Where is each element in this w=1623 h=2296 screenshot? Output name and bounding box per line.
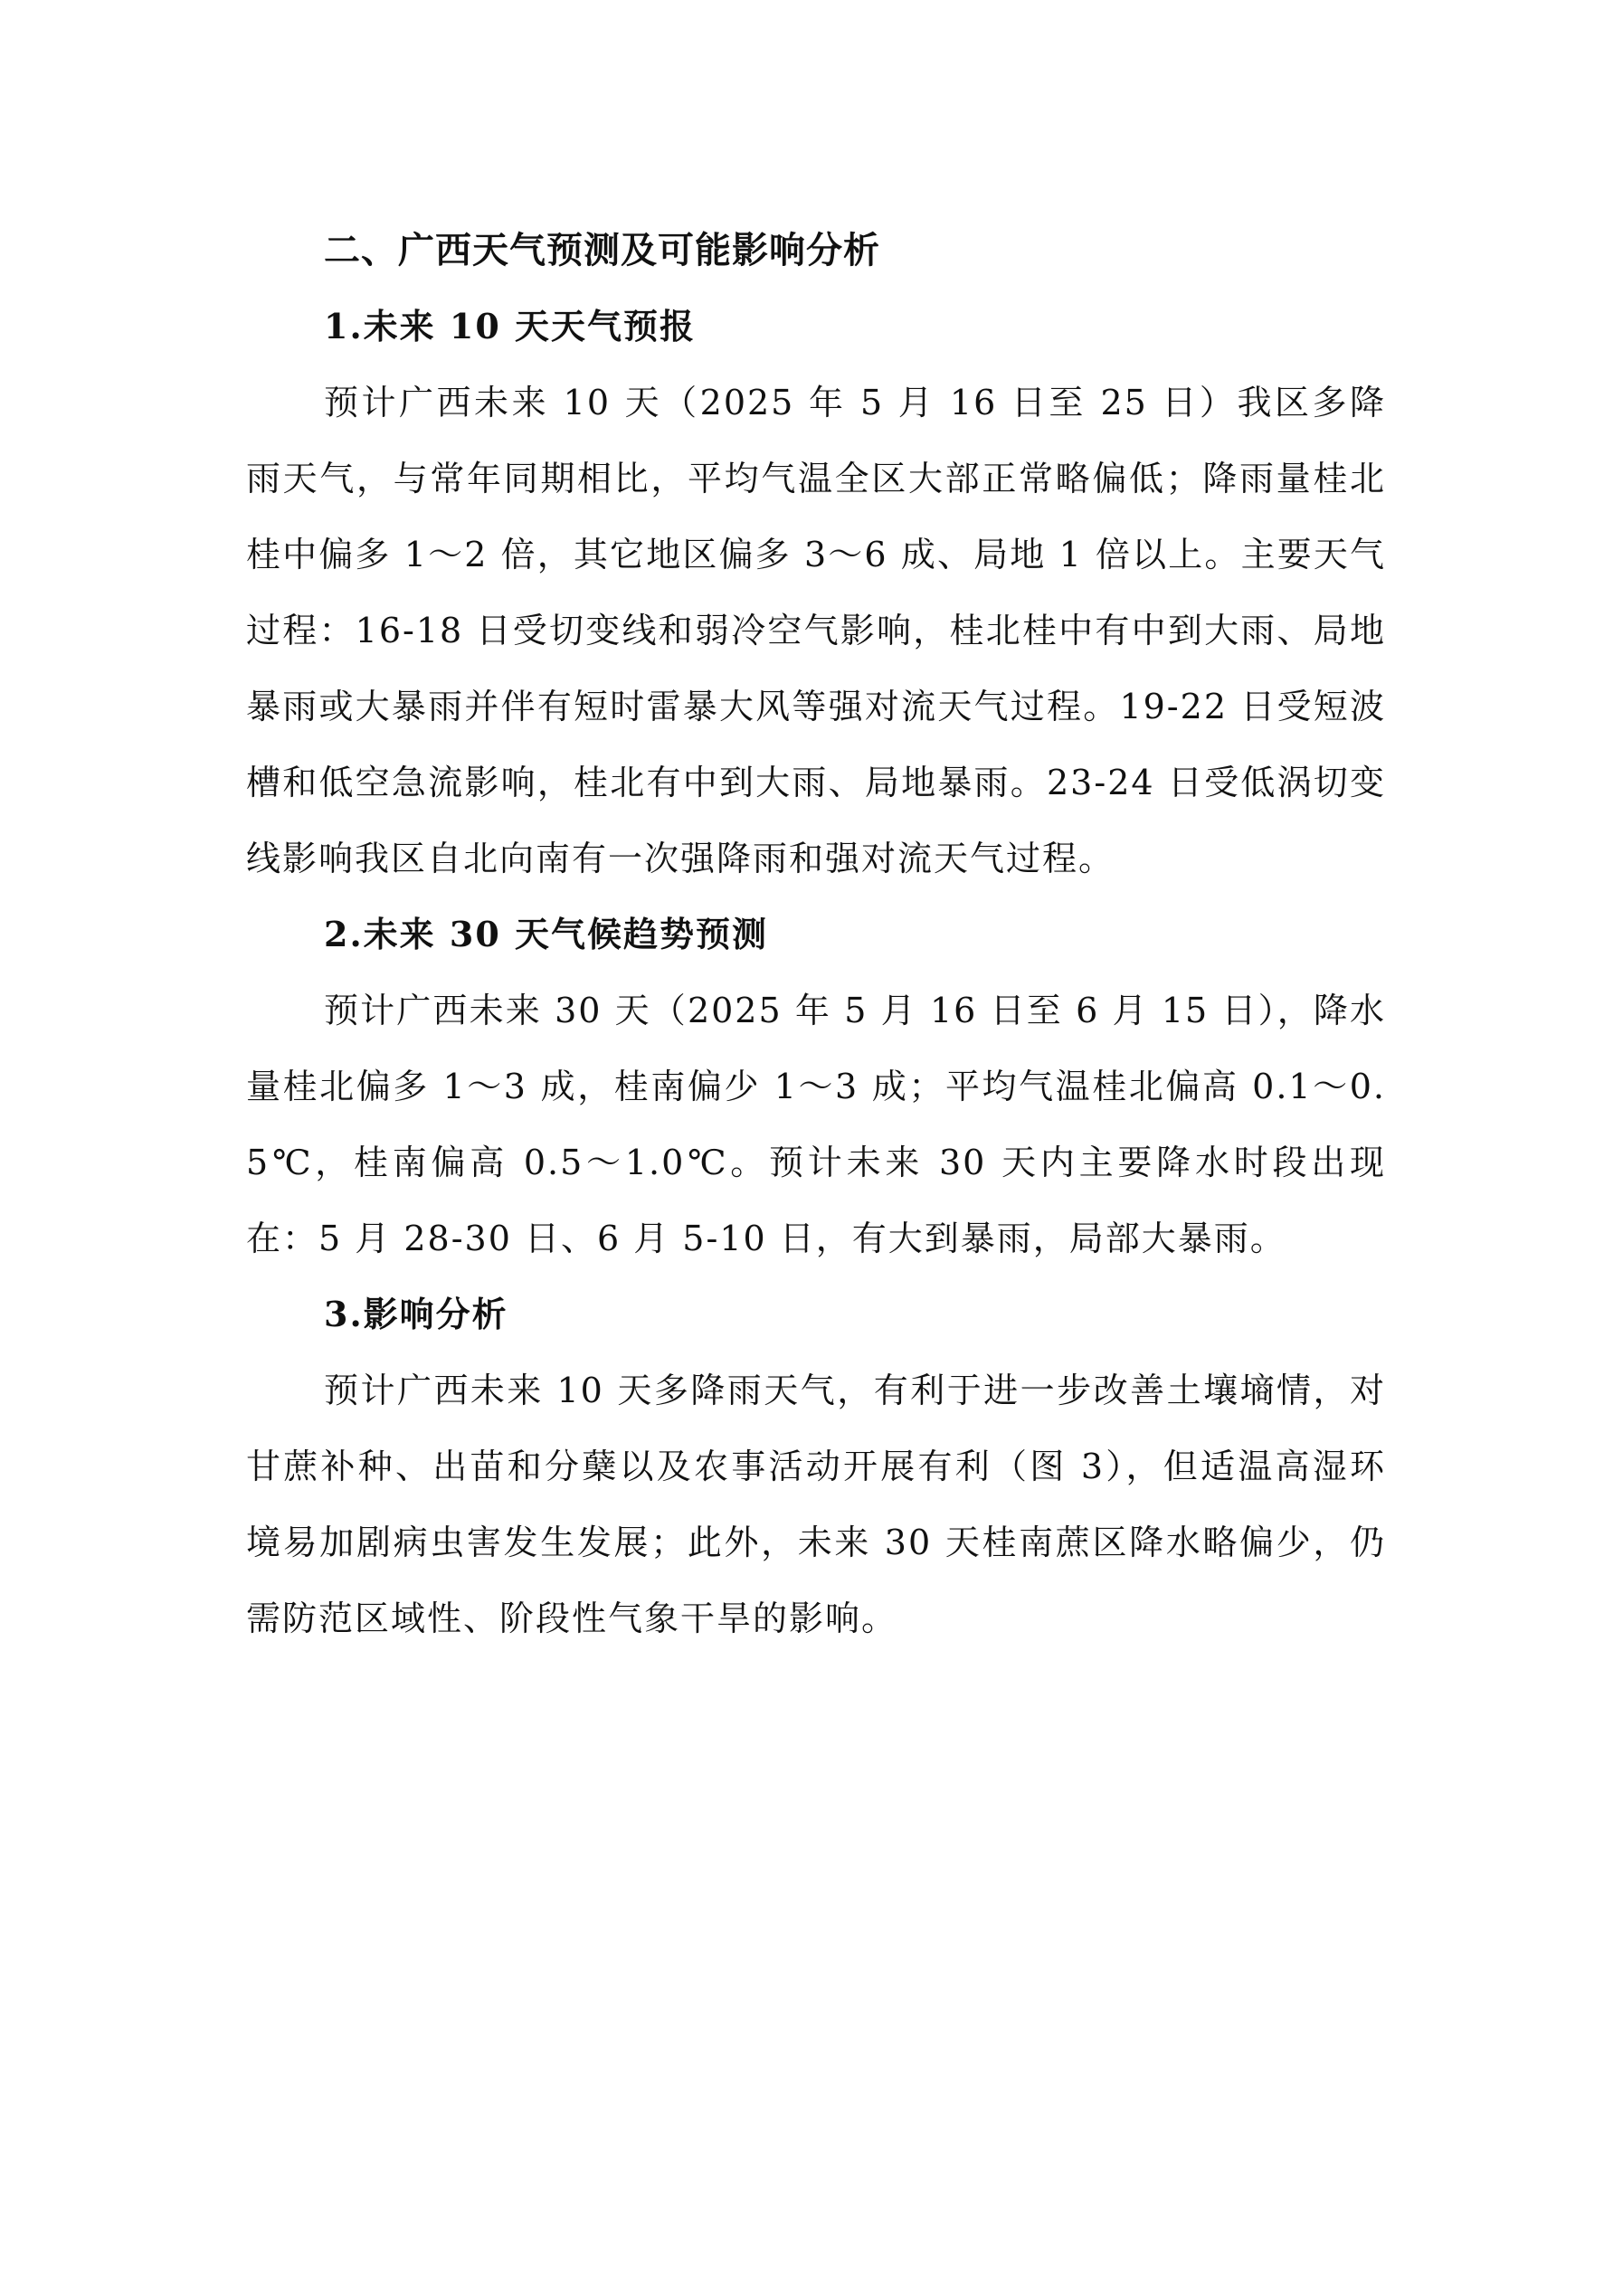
- subsection-title-climate-30-day: 2.未来 30 天气候趋势预测: [324, 914, 769, 954]
- section-heading: 二、广西天气预测及可能影响分析: [324, 230, 880, 271]
- subsection-title-forecast-10-day: 1.未来 10 天天气预报: [324, 306, 697, 346]
- document-body: [246, 213, 1386, 1656]
- paragraph-forecast-10-day: 预计广西未来 10 天（2025 年 5 月 16 日至 25 日）我区多降雨天气，与常年同期相比，平均气温全区大部正常略偏低；降雨量桂北桂中偏多 1～2 倍，其它地区偏多 3～6 成、局地 1 倍以上。主要天气过程：16-18 日受切变线和弱冷空气影响，桂北桂中有中到大雨、局地暴雨或大暴雨并伴有短时雷暴大风等强对流天气过程。19-22 日受短波槽和低空急流影响，桂北有中到大雨、局地暴雨。23-24 日受低涡切变线影响我区自北向南有一次强降雨和强对流天气过程。: [246, 383, 1386, 878]
- paragraph-impact-analysis: 预计广西未来 10 天多降雨天气，有利于进一步改善土壤墒情，对甘蔗补种、出苗和分蘖以及农事活动开展有利（图 3），但适温高湿环境易加剧病虫害发生发展；此外，未来 30 天桂南蔗区降水略偏少，仍需防范区域性、阶段性气象干旱的影响。: [246, 1371, 1386, 1638]
- subsection-title-impact-analysis: 3.影响分析: [324, 1294, 508, 1334]
- paragraph-climate-30-day: 预计广西未来 30 天（2025 年 5 月 16 日至 6 月 15 日），降水量桂北偏多 1～3 成，桂南偏少 1～3 成；平均气温桂北偏高 0.1～0.5℃，桂南偏高 0.5～1.0℃。预计未来 30 天内主要降水时段出现在：5 月 28-30 日、6 月 5-10 日，有大到暴雨，局部大暴雨。: [246, 991, 1386, 1258]
